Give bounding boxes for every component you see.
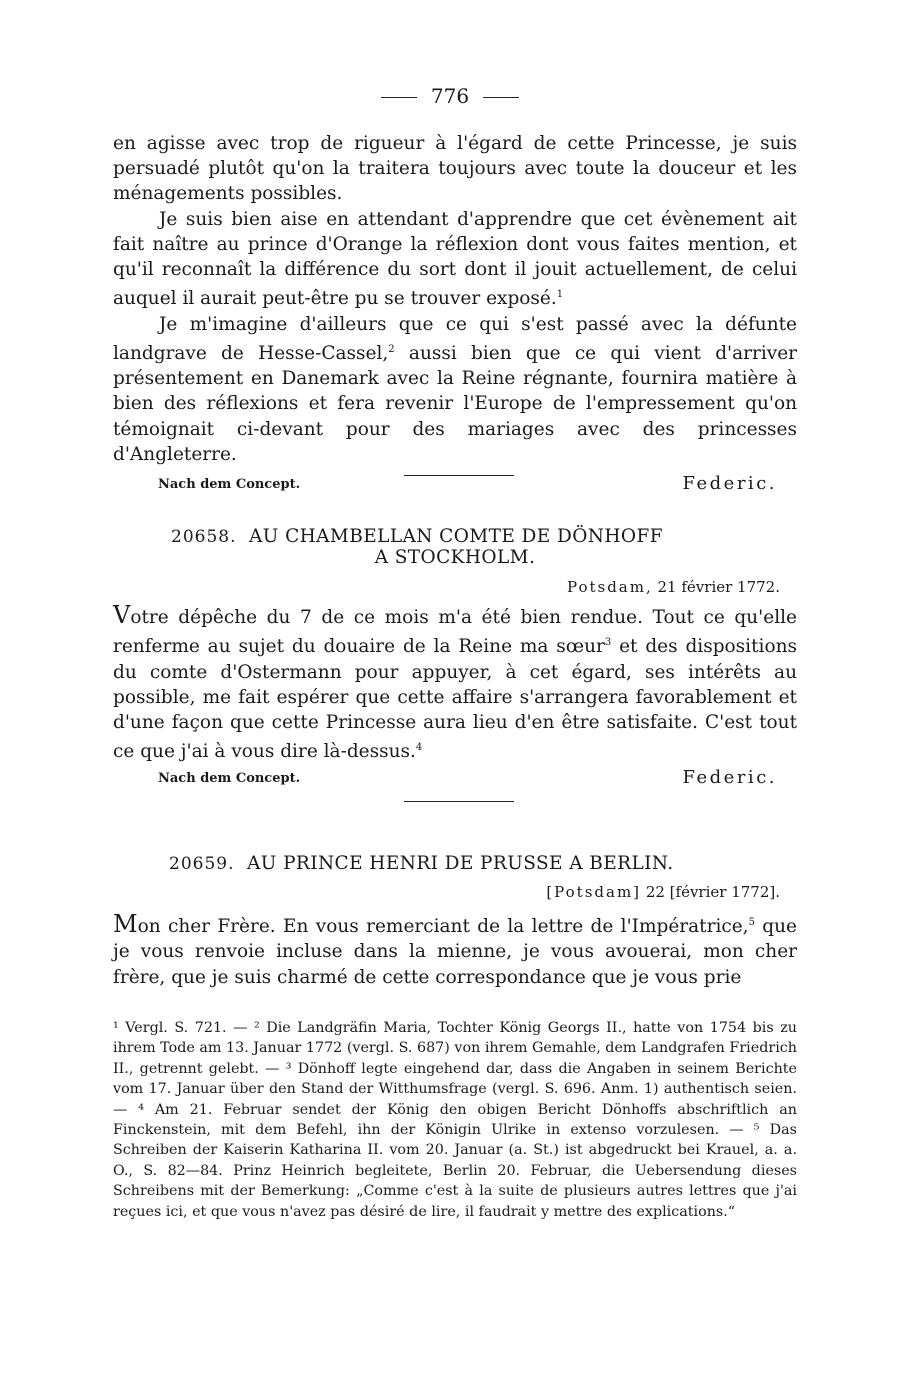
letter-heading-line2: A STOCKHOLM. (374, 547, 536, 568)
footnote-ref: 3 (604, 637, 612, 649)
drop-cap: V (113, 601, 131, 629)
letter-body (113, 603, 797, 791)
separator-rule (404, 475, 514, 476)
letter-date (567, 578, 780, 596)
paragraph (113, 603, 797, 765)
footnote-ref: 2 (388, 343, 395, 355)
paragraph-text: Je suis bien aise en attendant d'apprendre que cet évènement ait fait naître au prince d'Orange la réflexion dont vous faites mention, et qu'il reconnaît la différence du sort dont il jouit actuellement, de celui auquel il aurait peut-être pu se trouver exposé. (113, 208, 797, 310)
paragraph (113, 910, 797, 990)
footnote-ref: 4 (415, 742, 423, 754)
separator-rule (404, 801, 514, 802)
paragraph-text: otre dépêche du 7 de ce mois m'a été bien rendue. Tout ce qu'elle renferme au sujet du douaire de la Reine ma sœur (113, 607, 797, 658)
paragraph-text: et des dispositions du comte d'Ostermann pour appuyer, à cet égard, ses intérêts au possible, me fait espérer que cette affaire s'arrangera favorablement et d'une façon que cette Princesse aura lieu d'en être satisfaite. C'est tout ce que j'ai à vous dire là-dessus. (113, 636, 797, 763)
letter-heading (113, 853, 797, 874)
date-place: Potsdam, (566, 578, 653, 596)
page-number (0, 84, 900, 108)
letter-date (546, 883, 780, 901)
drop-cap: M (113, 910, 138, 939)
letter-number: 20659. (169, 854, 235, 874)
dash-right (483, 97, 519, 98)
paragraph-text: on cher Frère. En vous remerciant de la lettre de l'Impératrice, (137, 916, 749, 938)
date-text: 22 [février 1772]. (645, 883, 780, 901)
letter-heading-line1: AU PRINCE HENRI DE PRUSSE A BERLIN. (247, 853, 674, 874)
letter-body (113, 910, 797, 990)
footnote-ref: 1 (556, 289, 564, 301)
paragraph (113, 207, 797, 312)
signature-row (113, 767, 797, 791)
source-note: Nach dem Concept. (158, 770, 301, 786)
source-note: Nach dem Concept. (158, 476, 301, 492)
paragraph (113, 312, 797, 467)
footnotes: ¹ Vergl. S. 721. — ² Die Landgräfin Maria, Tochter König Georgs II., hatte von 1754 bis zu ihrem Tode am 13. Januar 1772 (vergl. S. 687) von ihrem Gemahle, dem Landgrafen Friedrich II., getrennt gelebt. — ³ Dönhoff legte eingehend dar, dass die Angaben in seinem Berichte vom 17. Januar über den Stand der Witthumsfrage (vergl. S. 696. Anm. 1) authentisch seien. — ⁴ Am 21. Februar sendet der König den obigen Bericht Dönhoffs abschriftlich an Finckenstein, mit dem Befehl, ihn der Königin Ulrike in extenso vorzulesen. — ⁵ Das Schreiben der Kaiserin Katharina II. vom 20. Januar (a. St.) ist abgedruckt bei Krauel, a. a. O., S. 82—84. Prinz Heinrich begleitete, Berlin 20. Februar, die Uebersendung dieses Schreibens mit der Bemerkung: „Comme c'est à la suite de plusieurs autres lettres que j'ai reçues ici, et que vous n'avez pas désiré de lire, il faudrait y mettre des explications.“ (113, 1020, 797, 1220)
paragraph: en agisse avec trop de rigueur à l'égard de cette Princesse, je suis persuadé plutôt qu'on la traitera toujours avec toute la douceur et les ménagements possibles. (113, 133, 797, 205)
letter-heading (113, 526, 797, 568)
dash-left (381, 97, 417, 98)
signature: Federic. (682, 472, 777, 494)
letter-heading-line1: AU CHAMBELLAN COMTE DE DÖNHOFF (249, 526, 663, 547)
page-number-text: 776 (430, 84, 470, 108)
footnote-ref: 5 (748, 917, 755, 928)
date-place: [Potsdam] (546, 883, 642, 901)
paragraph-text: que je vous renvoie incluse dans la mienne, je vous avouerai, mon cher frère, que je suis charmé de cette correspondance que je vous prie (113, 916, 797, 988)
paragraph-text: Je m'imagine d'ailleurs que ce qui s'est passé avec la défunte landgrave de Hesse-Cassel, (113, 313, 797, 364)
letter-number: 20658. (171, 527, 237, 547)
continued-letter (113, 131, 797, 497)
signature-row (113, 473, 797, 497)
date-text: 21 février 1772. (657, 578, 780, 596)
signature: Federic. (682, 766, 777, 788)
paragraph-text: aussi bien que ce qui vient d'arriver présentement en Danemark avec la Reine régnante, fournira matière à bien des réflexions et fera revenir l'Europe de l'empressement qu'on témoignait ci-devant pour des mariages avec des princesses d'Angleterre. (113, 342, 798, 465)
